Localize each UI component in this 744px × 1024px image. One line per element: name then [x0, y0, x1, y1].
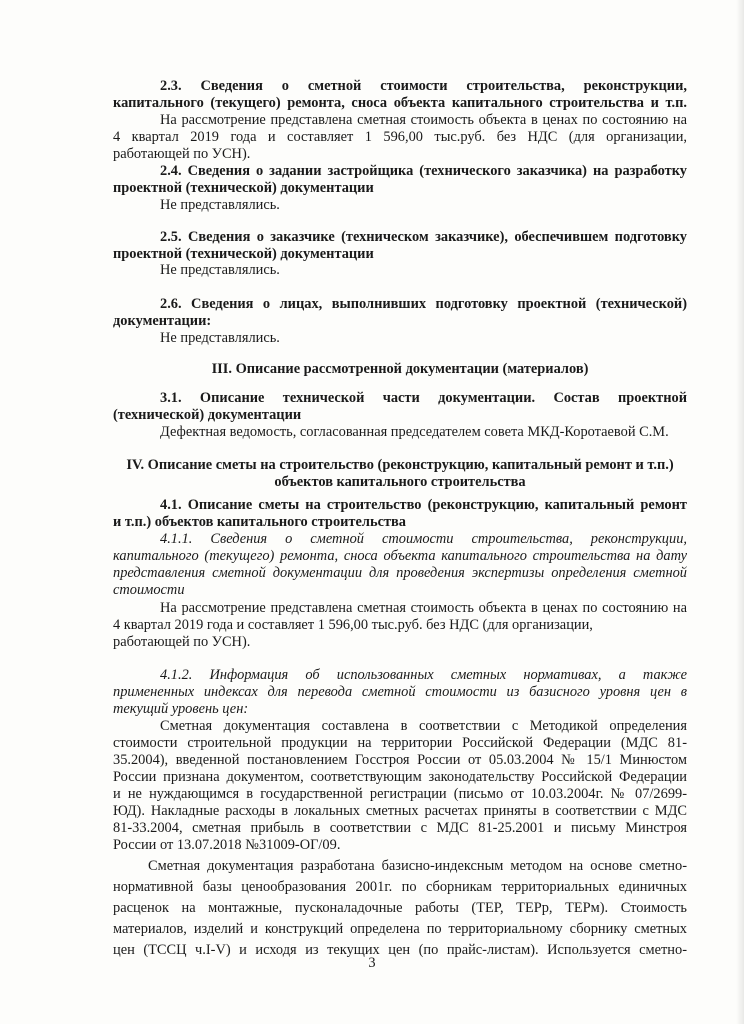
section-2-6-body [113, 330, 687, 347]
section-2-3-body [113, 112, 687, 163]
section-2-4-body [113, 197, 687, 214]
body-line: 35.2004), введенной постановлением Госстроя России от 05.03.2004 № 15/1 Минюстом [113, 752, 687, 768]
body-line: Не представлялись. [160, 330, 280, 346]
body-line: нормативной базы ценообразования 2001г. по сборникам территориальных единичных [113, 879, 687, 895]
body-line: России от 13.07.2018 №31009-ОГ/09. [113, 837, 341, 853]
heading-line: 4.1. Описание сметы на строительство (реконструкцию, капитальный ремонт [160, 497, 687, 513]
heading-line: (технической) документации [113, 407, 302, 423]
section-2-6-heading [113, 296, 687, 330]
body-line: 81-33.2004, сметная прибыль в соответствии с МДС 81-25.2001 и письму Минстроя [113, 820, 687, 836]
heading-line: текущий уровень цен: [113, 701, 249, 717]
body-line: Сметная документация разработана базисно-индексным методом на основе сметно- [148, 858, 687, 874]
body-line: Не представлялись. [160, 197, 280, 213]
body-line: расценок на монтажные, пусконаладочные работы (ТЕР, ТЕРр, ТЕРм). Стоимость [113, 900, 687, 916]
heading-line: капитального (текущего) ремонта, сноса объекта капитального строительства на дату [113, 548, 687, 564]
section-4-1-2-heading [113, 667, 687, 718]
paragraph-base-index [113, 856, 687, 961]
body-line: материалов, изделий и конструкций определена по территориальному сборнику сметных [113, 921, 687, 937]
heading-line: 4.1.1. Сведения о сметной стоимости строительства, реконструкции, [160, 531, 687, 547]
page-number: 3 [368, 955, 376, 971]
body-line: 4 квартал 2019 года и составляет 1 596,00 тыс.руб. без НДС (для организации, [113, 129, 687, 145]
scan-edge-shadow [736, 0, 744, 1024]
title-line: объектов капитального строительства [274, 474, 526, 490]
heading-line: 3.1. Описание технической части документации. Состав проектной [160, 390, 687, 406]
section-title: III. Описание рассмотренной документации (материалов) [211, 361, 589, 377]
heading-line: 2.3. Сведения о сметной стоимости строительства, реконструкции, [160, 78, 687, 94]
heading-line: 2.6. Сведения о лицах, выполнивших подготовку проектной (технической) [160, 296, 687, 312]
heading-line: документации: [113, 313, 212, 329]
body-line: стоимости строительной продукции на территории Российской Федерации (МДС 81- [113, 735, 687, 751]
heading-line: капитального (текущего) ремонта, сноса объекта капитального строительства и т.п. [113, 95, 687, 111]
body-line: Не представлялись. [160, 262, 280, 278]
body-line: ЮД). Накладные расходы в локальных сметных расчетах приняты в соответствии с МДС [113, 803, 687, 819]
heading-line: и т.п.) объектов капитального строительства [113, 514, 406, 530]
body-line: На рассмотрение представлена сметная стоимость объекта в ценах по состоянию на [160, 600, 687, 616]
section-2-4-heading [113, 163, 687, 197]
heading-line: стоимости [113, 582, 185, 598]
body-line: России признана документом, соответствующим законодательству Российской Федерации [113, 769, 687, 785]
section-2-5-body [113, 262, 687, 279]
body-line: Сметная документация составлена в соответствии с Методикой определения [160, 718, 687, 734]
heading-line: 2.4. Сведения о задании застройщика (технического заказчика) на разработку [160, 163, 687, 179]
section-4-1-heading [113, 497, 687, 531]
section-4-title [113, 457, 687, 491]
section-4-1-1-body [113, 600, 687, 651]
section-2-3-heading [113, 78, 687, 112]
body-line: Дефектная ведомость, согласованная председателем совета МКД-Коротаевой С.М. [160, 424, 669, 440]
section-4-1-1-heading [113, 531, 687, 599]
title-line: IV. Описание сметы на строительство (реконструкцию, капитальный ремонт и т.п.) [126, 457, 674, 473]
heading-line: 2.5. Сведения о заказчике (техническом заказчике), обеспечившем подготовку [160, 229, 687, 245]
section-3-1-heading [113, 390, 687, 424]
heading-line: проектной (технической) документации [113, 246, 374, 262]
heading-line: представления сметной документации для проведения экспертизы определения сметной [113, 565, 687, 581]
heading-line: проектной (технической) документации [113, 180, 374, 196]
body-line: и не нуждающимся в государственной регистрации (письмо от 10.03.2004г. № 07/2699- [113, 786, 687, 802]
body-line: работающей по УСН). [113, 146, 251, 162]
body-line: работающей по УСН). [113, 634, 251, 650]
heading-line: примененных индексах для перевода сметной стоимости из базисного уровня цен в [113, 684, 687, 700]
section-3-title [113, 361, 687, 378]
section-2-5-heading [113, 229, 687, 263]
body-line: На рассмотрение представлена сметная стоимость объекта в ценах по состоянию на [160, 112, 687, 128]
section-3-1-body [113, 424, 687, 441]
body-line: цен (ТССЦ ч.I-V) и исходя из текущих цен (по прайс-листам). Используется сметно- [113, 942, 687, 958]
paragraph-methodology [113, 718, 687, 854]
body-line: 4 квартал 2019 года и составляет 1 596,00 тыс.руб. без НДС (для организации, [113, 617, 593, 633]
heading-line: 4.1.2. Информация об использованных сметных нормативах, а также [160, 667, 687, 683]
